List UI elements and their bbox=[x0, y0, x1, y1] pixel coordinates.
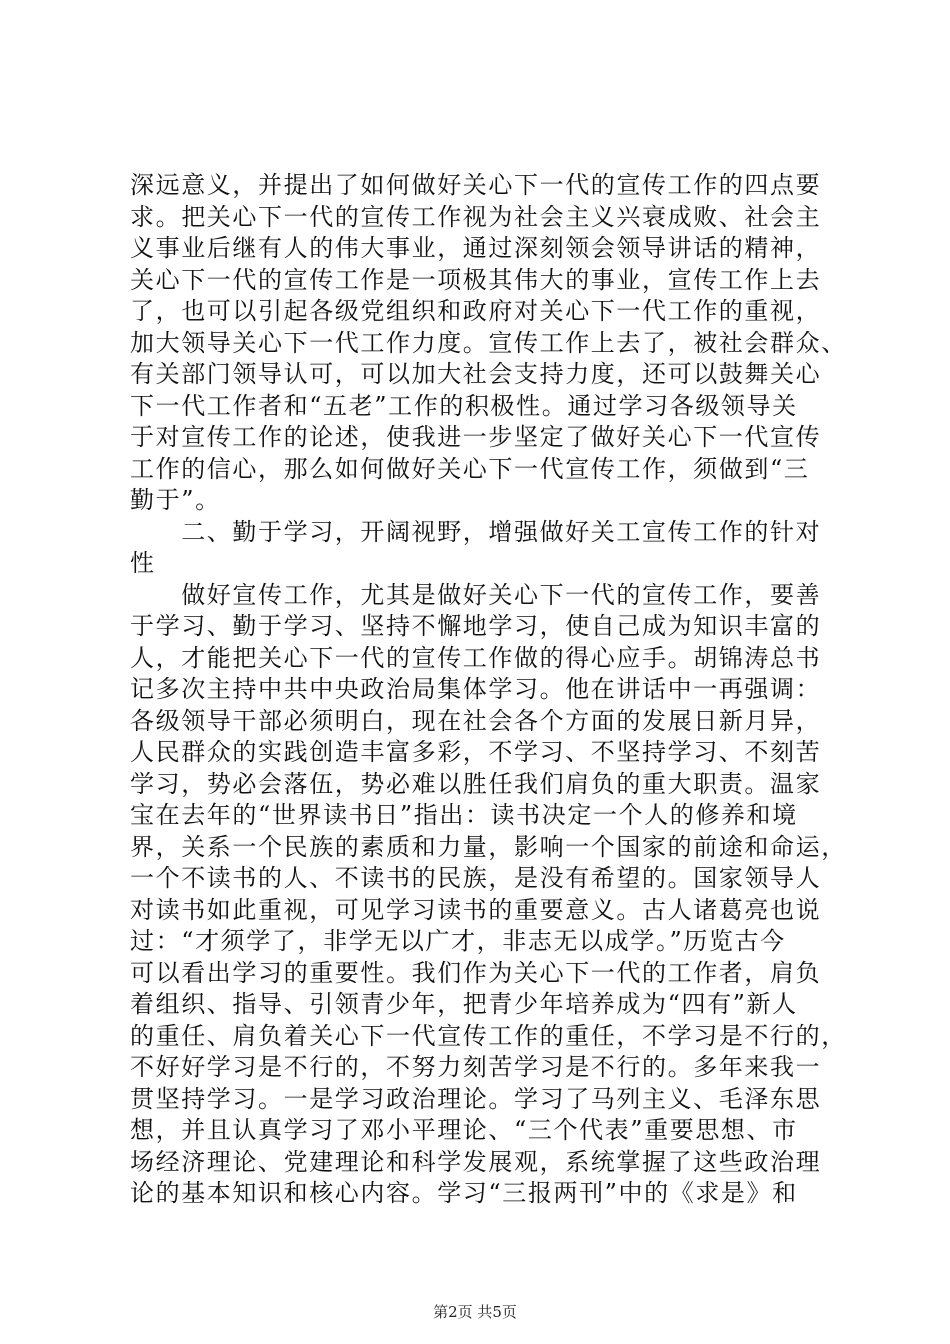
text-line: 于对宣传工作的论述，使我进一步坚定了做好关心下一代宣传 bbox=[130, 423, 822, 451]
text-line: 了，也可以引起各级党组织和政府对关心下一代工作的重视， bbox=[130, 297, 822, 325]
text-line: 勤于”。 bbox=[130, 486, 221, 514]
text-line: 做好宣传工作，尤其是做好关心下一代的宣传工作，要善 bbox=[130, 580, 822, 609]
text-line: 有关部门领导认可，可以加大社会支持力度，还可以鼓舞关心 bbox=[130, 360, 822, 388]
text-line: 二、勤于学习，开阔视野，增强做好关工宣传工作的针对 bbox=[130, 517, 822, 546]
body-text bbox=[130, 170, 847, 1210]
text-line: 义事业后继有人的伟大事业，通过深刻领会领导讲话的精神， bbox=[130, 234, 822, 262]
text-line: 想，并且认真学习了邓小平理论、“三个代表”重要思想、市 bbox=[130, 1116, 798, 1144]
text-line: 人，才能把关心下一代的宣传工作做的得心应手。胡锦涛总书 bbox=[130, 643, 822, 672]
text-line: 深远意义，并提出了如何做好关心下一代的宣传工作的四点要 bbox=[130, 171, 822, 199]
text-line: 于学习、勤于学习、坚持不懈地学习，使自己成为知识丰富的 bbox=[130, 612, 822, 640]
text-line: 对读书如此重视，可见学习读书的重要意义。古人诸葛亮也说 bbox=[130, 895, 822, 924]
text-line: 加大领导关心下一代工作力度。宣传工作上去了，被社会群众、 bbox=[130, 328, 847, 357]
text-line: 着组织、指导、引领青少年，把青少年培养成为“四有”新人 bbox=[130, 990, 798, 1018]
text-line: 的重任、肩负着关心下一代宣传工作的重任，不学习是不行的， bbox=[130, 1021, 847, 1050]
text-line: 求。把关心下一代的宣传工作视为社会主义兴衰成败、社会主 bbox=[130, 202, 822, 231]
text-line: 贯坚持学习。一是学习政治理论。学习了马列主义、毛泽东思 bbox=[130, 1084, 822, 1113]
text-line: 过：“才须学了，非学无以广才，非志无以成学。”历览古今 bbox=[130, 927, 786, 955]
text-line: 下一代工作者和“五老”工作的积极性。通过学习各级领导关 bbox=[130, 391, 798, 420]
text-line: 宝在去年的“世界读书日”指出：读书决定一个人的修养和境 bbox=[130, 801, 798, 829]
text-line: 可以看出学习的重要性。我们作为关心下一代的工作者，肩负 bbox=[130, 958, 822, 987]
text-line: 论的基本知识和核心内容。学习“三报两刊”中的《求是》和 bbox=[130, 1179, 798, 1207]
text-line: 场经济理论、党建理论和科学发展观，系统掌握了这些政治理 bbox=[130, 1147, 822, 1176]
text-line: 界，关系一个民族的素质和力量，影响一个国家的前途和命运， bbox=[130, 832, 847, 861]
text-line: 记多次主持中共中央政治局集体学习。他在讲话中一再强调： bbox=[130, 675, 822, 703]
text-line: 关心下一代的宣传工作是一项极其伟大的事业，宣传工作上去 bbox=[130, 265, 822, 294]
text-line: 不好好学习是不行的，不努力刻苦学习是不行的。多年来我一 bbox=[130, 1053, 822, 1081]
text-line: 性 bbox=[130, 549, 156, 577]
text-line: 学习，势必会落伍，势必难以胜任我们肩负的重大职责。温家 bbox=[130, 769, 822, 798]
text-line: 工作的信心，那么如何做好关心下一代宣传工作，须做到“三 bbox=[130, 454, 810, 483]
text-line: 人民群众的实践创造丰富多彩，不学习、不坚持学习、不刻苦 bbox=[130, 738, 822, 766]
text-line: 各级领导干部必须明白，现在社会各个方面的发展日新月异， bbox=[130, 706, 822, 735]
text-line: 一个不读书的人、不读书的民族，是没有希望的。国家领导人 bbox=[130, 864, 822, 892]
page-footer: 第2页 共5页 bbox=[433, 1303, 517, 1321]
